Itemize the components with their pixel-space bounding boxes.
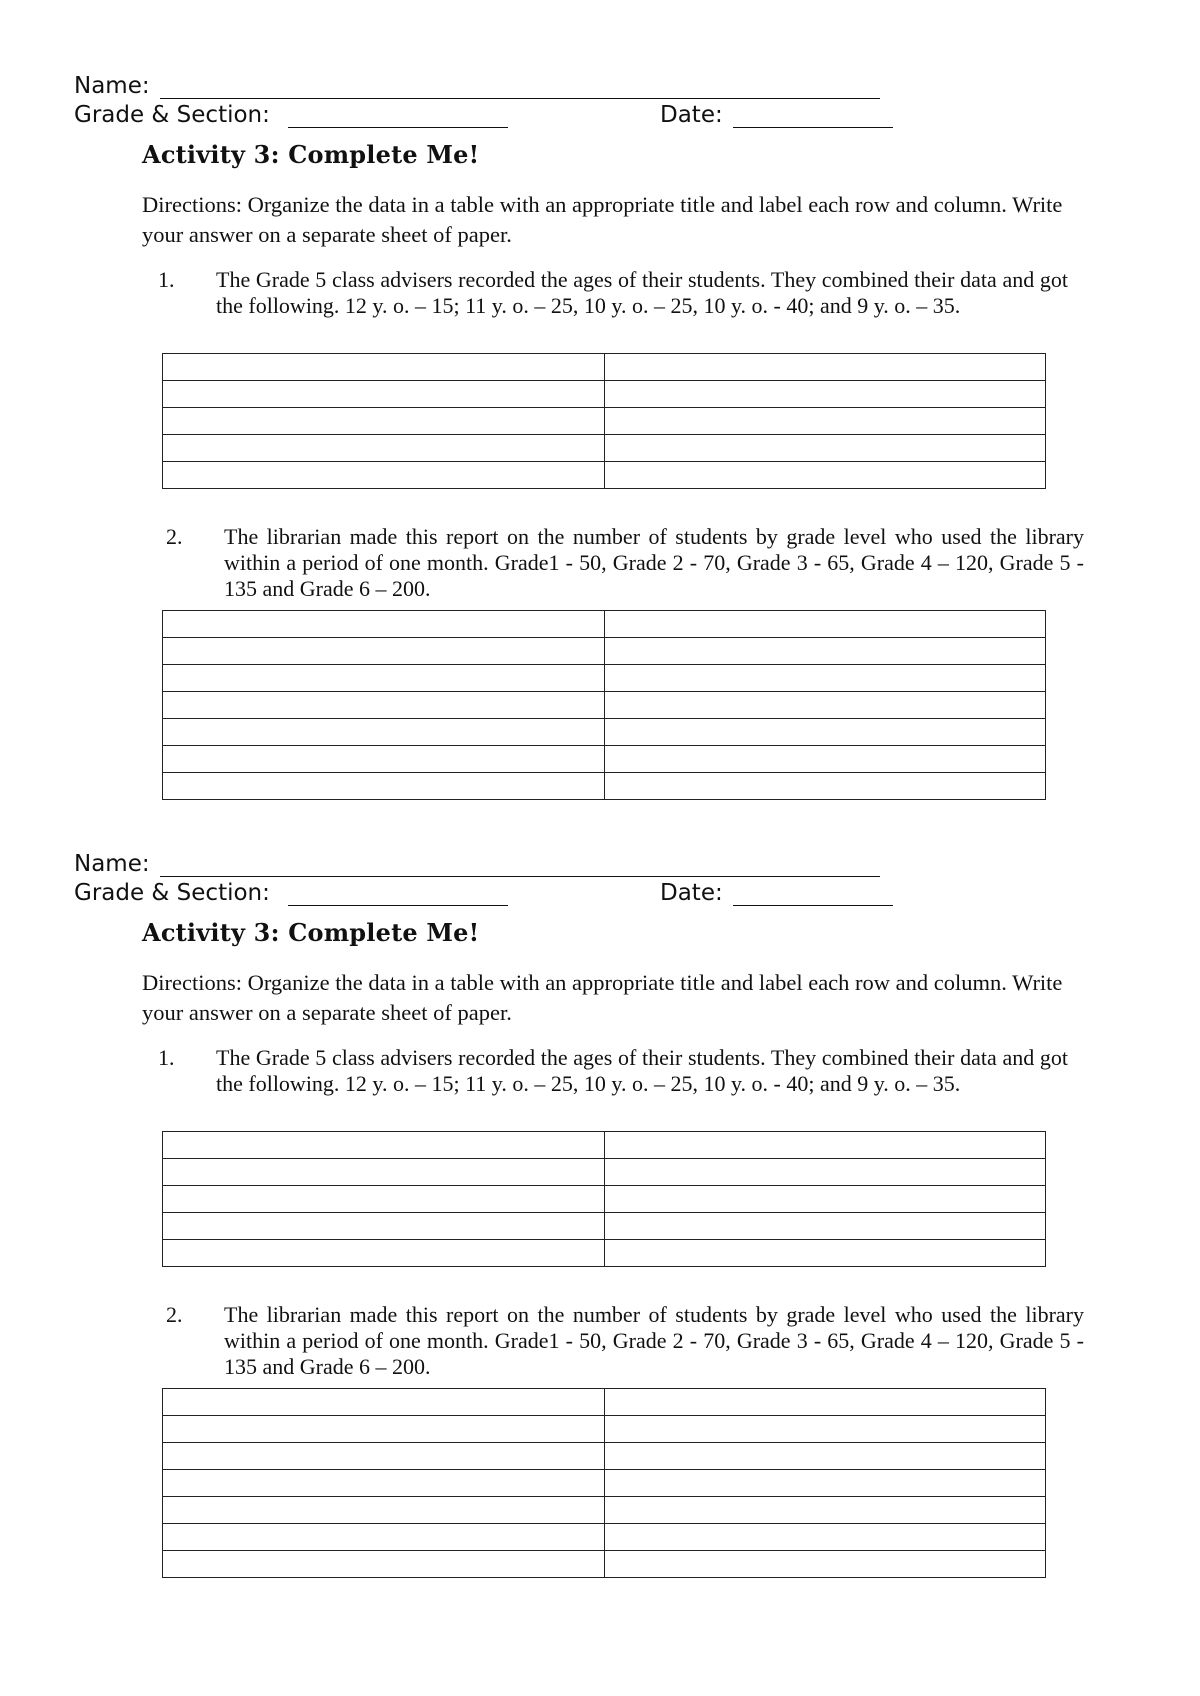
table-cell[interactable]: [163, 408, 605, 435]
table-cell[interactable]: [163, 719, 605, 746]
table-cell[interactable]: [163, 1389, 605, 1416]
table-row: [163, 746, 1046, 773]
table-row: [163, 1159, 1046, 1186]
table-cell[interactable]: [604, 746, 1046, 773]
grade-section-blank[interactable]: [288, 905, 508, 906]
name-blank[interactable]: [160, 876, 880, 877]
table-row: [163, 1213, 1046, 1240]
table-cell[interactable]: [604, 1497, 1046, 1524]
item-2-number: 2.: [166, 1302, 183, 1327]
date-blank[interactable]: [733, 127, 893, 128]
table-cell[interactable]: [163, 1443, 605, 1470]
table-row: [163, 1497, 1046, 1524]
table-cell[interactable]: [163, 1470, 605, 1497]
item-1-number: 1.: [158, 267, 175, 292]
table-cell[interactable]: [604, 1416, 1046, 1443]
table-cell[interactable]: [604, 381, 1046, 408]
date-label: Date:: [660, 880, 723, 906]
table-row: [163, 1443, 1046, 1470]
table-cell[interactable]: [604, 773, 1046, 800]
table-row: [163, 692, 1046, 719]
answer-table-1: [162, 353, 1046, 489]
table-row: [163, 1240, 1046, 1267]
table-row: [163, 1416, 1046, 1443]
item-2-number: 2.: [166, 524, 183, 549]
table-cell[interactable]: [163, 1524, 605, 1551]
table-cell[interactable]: [163, 381, 605, 408]
name-label: Name:: [74, 73, 150, 99]
table-row: [163, 1186, 1046, 1213]
table-cell[interactable]: [163, 1416, 605, 1443]
table-cell[interactable]: [604, 665, 1046, 692]
answer-table-2: [162, 610, 1046, 800]
table-cell[interactable]: [604, 638, 1046, 665]
table-row: [163, 408, 1046, 435]
table-cell[interactable]: [163, 1497, 605, 1524]
table-cell[interactable]: [163, 1159, 605, 1186]
table-row: [163, 1524, 1046, 1551]
directions-text: Directions: Organize the data in a table with an appropriate title and label each row and column. Write your answer on a separate sheet of paper.: [142, 970, 1063, 1025]
date-label: Date:: [660, 102, 723, 128]
table-cell[interactable]: [163, 746, 605, 773]
table-cell[interactable]: [163, 1240, 605, 1267]
table-cell[interactable]: [604, 1240, 1046, 1267]
table-cell[interactable]: [604, 354, 1046, 381]
table-cell[interactable]: [163, 692, 605, 719]
item-1-text: The Grade 5 class advisers recorded the ages of their students. They combined their data and got the following. 12 y. o. – 15; 11 y. o. – 25, 10 y. o. – 25, 10 y. o. - 40; and 9 y. o. – 35.: [216, 1045, 1068, 1096]
table-row: [163, 462, 1046, 489]
table-cell[interactable]: [604, 611, 1046, 638]
name-label: Name:: [74, 851, 150, 877]
item-2-text: The librarian made this report on the number of students by grade level who used the library within a period of one month. Grade1 - 50, Grade 2 - 70, Grade 3 - 65, Grade 4 – 120, Grade 5 - 135 and Grade 6 – 200.: [224, 1302, 1084, 1379]
table-cell[interactable]: [163, 1132, 605, 1159]
table-cell[interactable]: [604, 1389, 1046, 1416]
table-row: [163, 611, 1046, 638]
activity-title: Activity 3: Complete Me!: [142, 918, 480, 947]
table-cell[interactable]: [604, 435, 1046, 462]
table-row: [163, 665, 1046, 692]
table-cell[interactable]: [163, 1551, 605, 1578]
table-cell[interactable]: [604, 1213, 1046, 1240]
grade-section-blank[interactable]: [288, 127, 508, 128]
table-cell[interactable]: [604, 1524, 1046, 1551]
table-row: [163, 1389, 1046, 1416]
table-row: [163, 354, 1046, 381]
table-cell[interactable]: [163, 638, 605, 665]
table-row: [163, 1132, 1046, 1159]
table-cell[interactable]: [163, 435, 605, 462]
table-cell[interactable]: [604, 1132, 1046, 1159]
table-cell[interactable]: [604, 462, 1046, 489]
answer-table-1: [162, 1131, 1046, 1267]
table-cell[interactable]: [604, 1443, 1046, 1470]
table-cell[interactable]: [604, 1551, 1046, 1578]
activity-title: Activity 3: Complete Me!: [142, 140, 480, 169]
table-cell[interactable]: [163, 1213, 605, 1240]
table-cell[interactable]: [604, 1186, 1046, 1213]
grade-section-label: Grade & Section:: [74, 102, 270, 128]
table-row: [163, 719, 1046, 746]
table-row: [163, 1551, 1046, 1578]
item-1-number: 1.: [158, 1045, 175, 1070]
table-cell[interactable]: [163, 462, 605, 489]
item-1-text: The Grade 5 class advisers recorded the ages of their students. They combined their data and got the following. 12 y. o. – 15; 11 y. o. – 25, 10 y. o. – 25, 10 y. o. - 40; and 9 y. o. – 35.: [216, 267, 1068, 318]
directions-text: Directions: Organize the data in a table with an appropriate title and label each row and column. Write your answer on a separate sheet of paper.: [142, 192, 1063, 247]
table-cell[interactable]: [604, 1470, 1046, 1497]
grade-section-label: Grade & Section:: [74, 880, 270, 906]
table-row: [163, 435, 1046, 462]
table-cell[interactable]: [163, 773, 605, 800]
table-cell[interactable]: [163, 665, 605, 692]
table-cell[interactable]: [604, 719, 1046, 746]
table-cell[interactable]: [163, 611, 605, 638]
table-cell[interactable]: [163, 1186, 605, 1213]
table-row: [163, 773, 1046, 800]
answer-table-2: [162, 1388, 1046, 1578]
table-cell[interactable]: [604, 1159, 1046, 1186]
table-row: [163, 381, 1046, 408]
table-cell[interactable]: [163, 354, 605, 381]
table-cell[interactable]: [604, 408, 1046, 435]
table-row: [163, 638, 1046, 665]
name-blank[interactable]: [160, 98, 880, 99]
table-cell[interactable]: [604, 692, 1046, 719]
date-blank[interactable]: [733, 905, 893, 906]
table-row: [163, 1470, 1046, 1497]
item-2-text: The librarian made this report on the number of students by grade level who used the library within a period of one month. Grade1 - 50, Grade 2 - 70, Grade 3 - 65, Grade 4 – 120, Grade 5 - 135 and Grade 6 – 200.: [224, 524, 1084, 601]
